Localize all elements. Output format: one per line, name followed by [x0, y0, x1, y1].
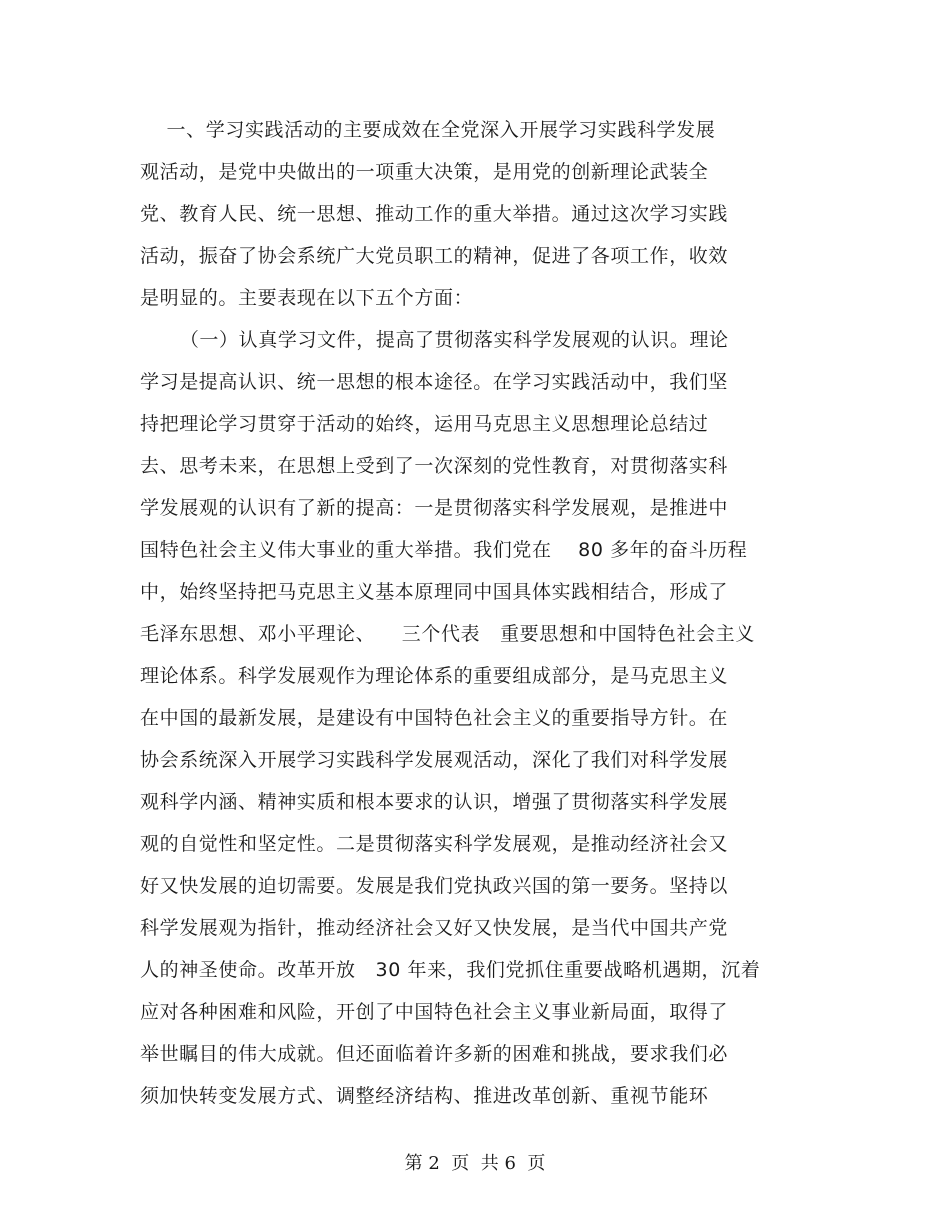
text-line: 科学发展观为指针，推动经济社会又好又快发展，是当代中国共产党 [140, 917, 729, 939]
text-line: 学习是提高认识、统一思想的根本途径。在学习实践活动中，我们坚 [140, 371, 729, 393]
text-line: 观活动，是党中央做出的一项重大决策，是用党的创新理论武装全 [140, 161, 709, 183]
text-line: 中，始终坚持把马克思主义基本原理同中国具体实践相结合，形成了 [140, 581, 729, 603]
text-line: 学发展观的认识有了新的提高：一是贯彻落实科学发展观，是推进中 [140, 497, 729, 519]
text-line: 活动，振奋了协会系统广大党员职工的精神，促进了各项工作，收效 [140, 245, 729, 267]
text-line: 观的自觉性和坚定性。二是贯彻落实科学发展观，是推动经济社会又 [140, 833, 729, 855]
text-line: （一）认真学习文件，提高了贯彻落实科学发展观的认识。理论 [140, 329, 729, 351]
text-line: 人的神圣使命。改革开放 30 年来，我们党抓住重要战略机遇期，沉着 [140, 959, 761, 981]
page-number-footer: 第 2 页 共 6 页 [404, 1153, 546, 1174]
text-line: 应对各种困难和风险，开创了中国特色社会主义事业新局面，取得了 [140, 1001, 729, 1023]
text-line: 去、思考未来，在思想上受到了一次深刻的党性教育，对贯彻落实科 [140, 455, 729, 477]
text-line: 协会系统深入开展学习实践科学发展观活动，深化了我们对科学发展 [140, 749, 729, 771]
text-line: 一、学习实践活动的主要成效在全党深入开展学习实践科学发展 [140, 119, 716, 141]
text-line: 理论体系。科学发展观作为理论体系的重要组成部分，是马克思主义 [140, 665, 729, 687]
text-line: 在中国的最新发展，是建设有中国特色社会主义的重要指导方针。在 [140, 707, 729, 729]
text-line: 毛泽东思想、邓小平理论、 三个代表 重要思想和中国特色社会主义 [140, 623, 755, 645]
text-line: 党、教育人民、统一思想、推动工作的重大举措。通过这次学习实践 [140, 203, 729, 225]
text-line: 持把理论学习贯穿于活动的始终，运用马克思主义思想理论总结过 [140, 413, 709, 435]
text-line: 好又快发展的迫切需要。发展是我们党执政兴国的第一要务。坚持以 [140, 875, 729, 897]
text-line: 国特色社会主义伟大事业的重大举措。我们党在 80 多年的奋斗历程 [140, 539, 748, 561]
text-line: 是明显的。主要表现在以下五个方面： [140, 287, 474, 309]
text-line: 举世瞩目的伟大成就。但还面临着许多新的困难和挑战，要求我们必 [140, 1043, 729, 1065]
text-line: 须加快转变发展方式、调整经济结构、推进改革创新、重视节能环 [140, 1085, 709, 1107]
text-line: 观科学内涵、精神实质和根本要求的认识，增强了贯彻落实科学发展 [140, 791, 729, 813]
